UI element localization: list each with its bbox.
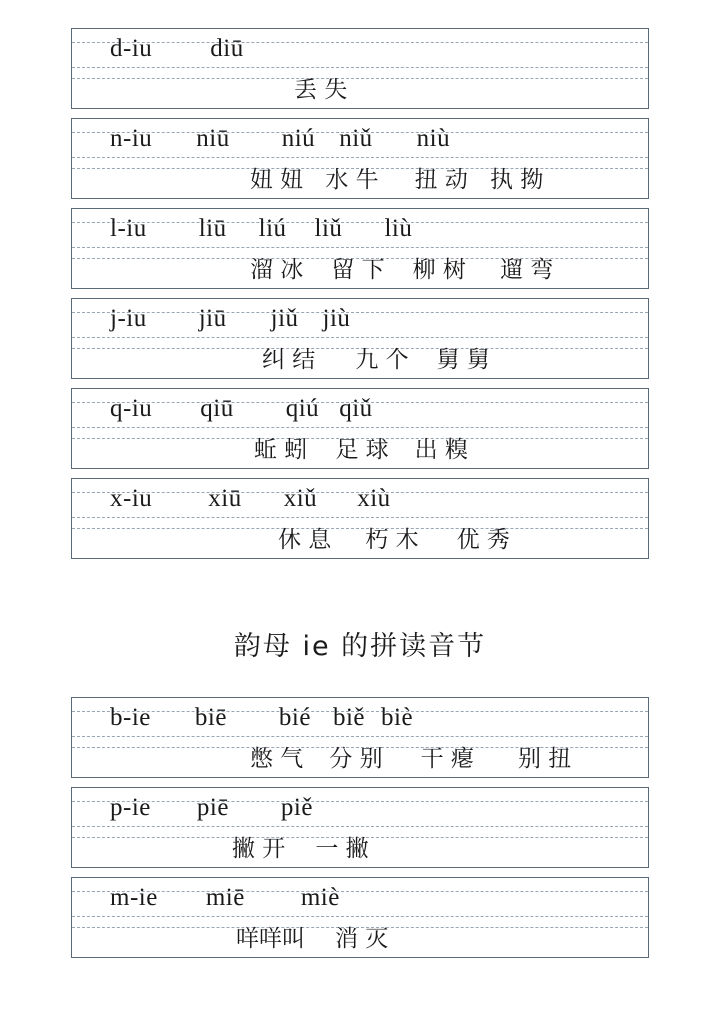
- hanzi-word: 咩咩叫: [236, 926, 305, 952]
- hanzi-word: 分 别: [329, 746, 383, 772]
- hanzi-word: 丢 失: [294, 77, 348, 103]
- hanzi-word: 休 息: [278, 527, 332, 553]
- syllable: xiū: [208, 485, 242, 512]
- syllable: miè: [300, 884, 340, 911]
- syllable: diū: [210, 35, 244, 62]
- syllable: liú: [258, 215, 287, 242]
- hanzi-word: 别 扭: [517, 746, 572, 772]
- hanzi-word: 舅 舅: [436, 347, 490, 373]
- syllable-initial: x-iu: [110, 485, 153, 512]
- worksheet-section: [0, 568, 720, 958]
- hanzi-line: [72, 71, 648, 109]
- hanzi-word: 柳 树: [412, 257, 466, 283]
- practice-box: [71, 208, 649, 289]
- hanzi-word: 蚯 蚓: [254, 437, 308, 463]
- syllable: qiū: [200, 395, 234, 422]
- practice-box: [71, 298, 649, 379]
- pinyin-line: [72, 119, 648, 159]
- pinyin-line: [72, 698, 648, 738]
- syllable: miē: [205, 884, 245, 911]
- syllable: jiǔ: [270, 305, 299, 332]
- hanzi-line: [72, 161, 648, 199]
- hanzi-word: 干 瘪: [420, 746, 474, 772]
- syllable: piē: [196, 794, 229, 821]
- syllable: qiú: [285, 395, 320, 422]
- hanzi-line: [72, 431, 648, 469]
- syllable-initial: m-ie: [110, 884, 158, 911]
- syllable: niú: [281, 125, 316, 152]
- practice-box: [71, 118, 649, 199]
- heading-bottom-gap: [0, 663, 720, 697]
- syllable: liǔ: [314, 215, 343, 242]
- hanzi-word: 遛 弯: [499, 257, 554, 283]
- pinyin-line: [72, 209, 648, 249]
- syllable: biè: [381, 704, 414, 731]
- pinyin-line: [72, 788, 648, 828]
- syllable-initial: b-ie: [110, 704, 151, 731]
- syllable: liù: [384, 215, 413, 242]
- syllable-initial: q-iu: [110, 395, 153, 422]
- hanzi-line: [72, 740, 648, 778]
- syllable: piě: [280, 794, 313, 821]
- practice-box: [71, 28, 649, 109]
- syllable-initial: d-iu: [110, 35, 153, 62]
- syllable: jiù: [322, 305, 351, 332]
- syllable-initial: n-iu: [110, 125, 153, 152]
- syllable: biě: [332, 704, 366, 731]
- worksheet-section: [0, 28, 720, 559]
- hanzi-word: 留 下: [331, 257, 385, 283]
- pinyin-line: [72, 878, 648, 918]
- hanzi-line: [72, 341, 648, 379]
- hanzi-word: 出 糗: [414, 437, 468, 463]
- syllable-initial: p-ie: [110, 794, 151, 821]
- hanzi-word: 纠 结: [262, 347, 316, 373]
- syllable: biē: [194, 704, 227, 731]
- practice-box: [71, 478, 649, 559]
- section-heading: 韵母 ie 的拼读音节: [233, 631, 487, 662]
- hanzi-word: 优 秀: [456, 527, 510, 553]
- practice-box: [71, 388, 649, 469]
- syllable: bié: [278, 704, 311, 731]
- pinyin-line: [72, 389, 648, 429]
- practice-box: [71, 697, 649, 778]
- syllable-initial: j-iu: [110, 305, 147, 332]
- heading-top-gap: [0, 568, 720, 624]
- pinyin-line: [72, 29, 648, 69]
- hanzi-word: 妞 妞: [250, 167, 304, 193]
- hanzi-word: 一 撇: [315, 836, 369, 862]
- syllable: niū: [196, 125, 230, 152]
- top-spacer: [0, 0, 720, 28]
- hanzi-line: [72, 251, 648, 289]
- syllable: xiǔ: [283, 485, 318, 512]
- sections-container: [0, 28, 720, 958]
- syllable: niù: [416, 125, 451, 152]
- hanzi-word: 消 灭: [335, 926, 389, 952]
- hanzi-word: 溜 冰: [250, 257, 304, 283]
- syllable: qiǔ: [339, 395, 373, 422]
- practice-box: [71, 877, 649, 958]
- syllable-initial: l-iu: [110, 215, 147, 242]
- hanzi-word: 九 个: [355, 347, 409, 373]
- practice-box: [71, 787, 649, 868]
- hanzi-word: 朽 木: [365, 527, 419, 553]
- hanzi-line: [72, 920, 648, 958]
- hanzi-line: [72, 521, 648, 559]
- pinyin-line: [72, 299, 648, 339]
- hanzi-word: 足 球: [335, 437, 389, 463]
- syllable: jiū: [198, 305, 227, 332]
- hanzi-word: 憋 气: [250, 746, 304, 772]
- hanzi-word: 水 牛: [325, 167, 379, 193]
- syllable: xiù: [357, 485, 391, 512]
- hanzi-word: 执 拗: [489, 167, 544, 193]
- syllable: liū: [198, 215, 227, 242]
- hanzi-line: [72, 830, 648, 868]
- syllable: niǔ: [339, 125, 373, 152]
- hanzi-word: 扭 动: [414, 167, 468, 193]
- hanzi-word: 撇 开: [232, 836, 286, 862]
- pinyin-line: [72, 479, 648, 519]
